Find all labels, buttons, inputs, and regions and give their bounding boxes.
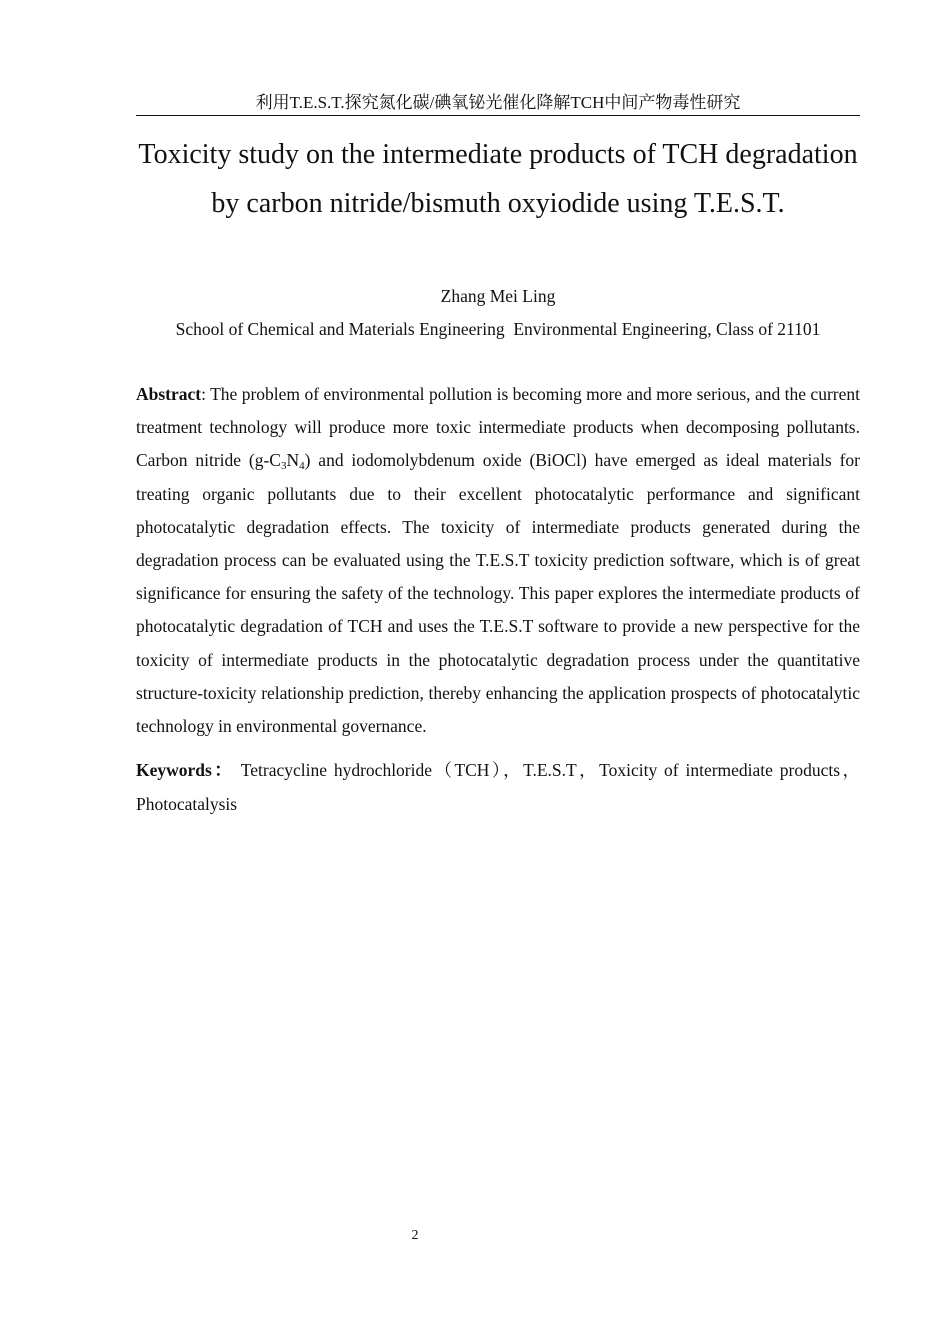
header-rule	[136, 115, 860, 116]
abstract-text-part-1: : The problem of environmental pollution is becoming more and more serious, and the current treatment technology will produce more toxic intermediate products when decomposing pollutants. Carbon nitride (g-C	[136, 384, 860, 471]
abstract-text-part-2: N	[286, 450, 300, 471]
abstract-subscript-1: 3	[280, 460, 287, 473]
author-affiliation: School of Chemical and Materials Engineering Environmental Engineering, Class of 21101	[175, 319, 821, 339]
page-number: 2	[411, 1228, 419, 1243]
keywords-label: Keywords：	[136, 760, 235, 780]
abstract-text-part-3: ) and iodomolybdenum oxide (BiOCl) have emerged as ideal materials for treating organic pollutants due to their excellent photocatalytic performance and significant photocatalytic degradation effects. The toxicity of intermediate products generated during the degradation process can be evaluated using the T.E.S.T toxicity prediction software, which is of great significance for ensuring the safety of the technology. This paper explores the intermediate products of photocatalytic degradation of TCH and uses the T.E.S.T software to provide a new perspective for the toxicity of intermediate products in the photocatalytic degradation process under the quantitative structure-toxicity relationship prediction, thereby enhancing the application prospects of photocatalytic technology in environmental governance.	[136, 450, 860, 737]
keywords-text: Tetracycline hydrochloride（TCH），T.E.S.T，Toxicity of intermediate products，Photocatalysis	[136, 760, 860, 814]
running-header: 利用T.E.S.T.探究氮化碳/碘氧铋光催化降解TCH中间产物毒性研究	[255, 93, 741, 112]
abstract-subscript-2: 4	[299, 460, 305, 473]
keywords-paragraph	[136, 753, 860, 821]
abstract-paragraph	[136, 378, 860, 743]
abstract-label: Abstract	[136, 384, 202, 404]
author-name: Zhang Mei Ling	[440, 286, 556, 306]
paper-title: Toxicity study on the intermediate products of TCH degradation by carbon nitride/bismuth oxyiodide using T.E.S.T.	[138, 139, 858, 219]
